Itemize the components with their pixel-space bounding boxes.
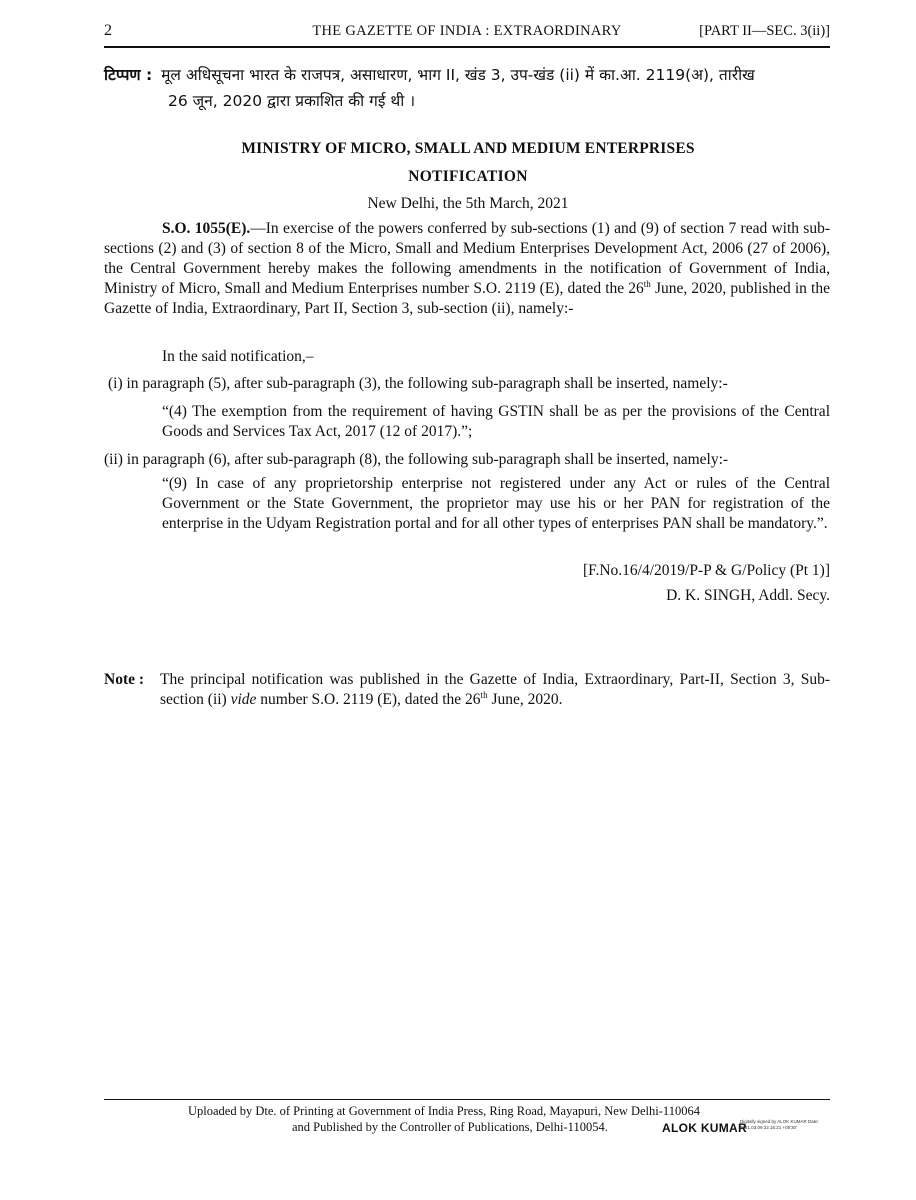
file-number: [F.No.16/4/2019/P-P & G/Policy (Pt 1)] — [582, 562, 830, 579]
order-sup: th — [643, 278, 651, 289]
dateline: New Delhi, the 5th March, 2021 — [367, 195, 569, 212]
clause-1: (i) in paragraph (5), after sub-paragraph (3), the following sub-paragraph shall be inserted, namely:- — [108, 375, 728, 392]
order-number: S.O. 1055(E). — [162, 220, 251, 237]
order-text-1: —In exercise of the powers conferred by sub-sections (1) and (9) of section 7 read with sub-sections (2) and (3) of section 8 of the Micro, Small and Medium Enterprises Development Act, 2006 (27 of 2006), the Central Government hereby makes the following amendments in the notification of Government of India, Ministry of Micro, Small and Medium Enterprises number S.O. 2119 (E), dated the 26 — [104, 220, 831, 297]
hindi-note-line1: मूल अधिसूचना भारत के राजपत्र, असाधारण, भाग II, खंड 3, उप-खंड (ii) में का.आ. 2119(अ), तारीख — [161, 66, 755, 84]
note-text-1: The principal notification was published in the Gazette of India, Extraordinary, Part-II, Section 3, Sub-section (ii) — [160, 671, 830, 708]
note-vide: vide — [230, 691, 257, 708]
hindi-note — [104, 62, 832, 114]
hindi-note-line2: 26 जून, 2020 द्वारा प्रकाशित की गई थी । — [168, 92, 416, 110]
digital-signature — [662, 1119, 832, 1141]
signature-name: ALOK KUMAR — [662, 1121, 747, 1135]
signatory: D. K. SINGH, Addl. Secy. — [666, 587, 830, 604]
principal-note — [104, 670, 830, 710]
gazette-title: THE GAZETTE OF INDIA : EXTRAORDINARY — [312, 23, 622, 39]
clause-1-quote: “(4) The exemption from the requirement of having GSTIN shall be as per the provisions of the Central Goods and Services Tax Act, 2017 (12 of 2017).”; — [162, 403, 830, 440]
note-label: Note : — [104, 671, 145, 688]
footer-line2: and Published by the Controller of Publications, Delhi-110054. — [292, 1120, 608, 1134]
order-text-2: June, 2020, published in the Gazette of India, Extraordinary, Part II, Section 3, sub-section (ii), namely:- — [104, 280, 830, 317]
note-text-3: June, 2020. — [487, 691, 563, 708]
clause-2: (ii) in paragraph (6), after sub-paragraph (8), the following sub-paragraph shall be inserted, namely:- — [104, 451, 729, 468]
note-text — [160, 670, 830, 710]
note-sup: th — [480, 689, 488, 700]
hindi-note-label: टिप्पण : — [104, 66, 153, 84]
clause-2-quote: “(9) In case of any proprietorship enterprise not registered under any Act or rules of the Central Government or the State Government, the proprietor may use his or her PAN for registration of the enterprise in the Udyam Registration portal and for all other types of enterprises PAN shall be mandatory.”. — [162, 475, 830, 532]
page-header — [104, 20, 830, 48]
footer-divider — [104, 1099, 830, 1100]
said-notification: In the said notification,– — [162, 348, 314, 365]
notification-heading: NOTIFICATION — [408, 168, 528, 185]
part-section: [PART II—SEC. 3(ii)] — [699, 23, 830, 39]
note-text-2: number S.O. 2119 (E), dated the 26 — [256, 691, 481, 708]
ministry-heading: MINISTRY OF MICRO, SMALL AND MEDIUM ENTERPRISES — [241, 140, 695, 157]
signature-meta: Digitally signed by ALOK KUMAR Date: 2021.03.09 22:16:21 +05'30' — [740, 1119, 819, 1130]
order-paragraph — [104, 219, 830, 319]
footer-line1: Uploaded by Dte. of Printing at Government of India Press, Ring Road, Mayapuri, New Delhi-110064 — [188, 1104, 700, 1118]
page-number: 2 — [104, 22, 112, 39]
